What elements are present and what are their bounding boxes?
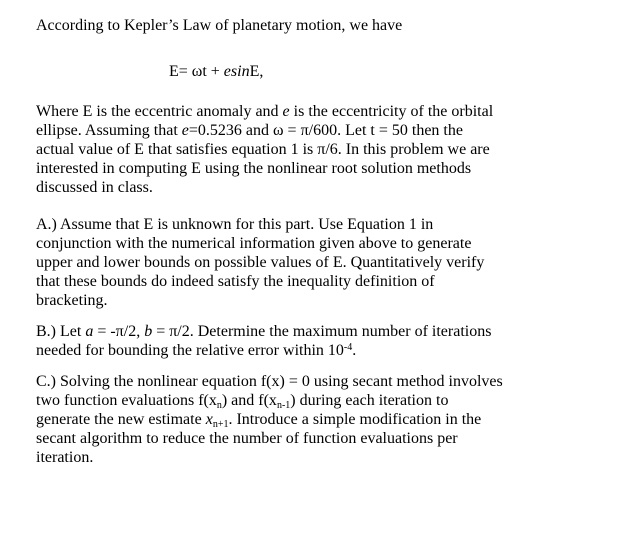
where-text: ellipse. Assuming that bbox=[36, 122, 182, 139]
where-line-5: discussed in class. bbox=[36, 179, 153, 196]
part-b-line-2 bbox=[36, 341, 596, 360]
equation-esin: esin bbox=[223, 63, 250, 80]
subscript: n bbox=[216, 400, 222, 411]
part-c-line-4: secant algorithm to reduce the number of function evaluations per bbox=[36, 430, 458, 447]
document-page bbox=[36, 16, 596, 467]
where-line-3: actual value of E that satisfies equation 1 is π/6. In this problem we are bbox=[36, 141, 490, 158]
part-c-line-2 bbox=[36, 391, 596, 410]
part-c-line-5: iteration. bbox=[36, 449, 94, 466]
part-c-text: ) and f(x bbox=[221, 392, 277, 409]
part-b bbox=[36, 322, 596, 360]
part-b-line-1 bbox=[36, 322, 596, 341]
part-b-text: . bbox=[352, 342, 357, 359]
variable-x: x bbox=[205, 411, 213, 428]
part-a-line: conjunction with the numerical information given above to generate bbox=[36, 235, 472, 252]
where-line-4: interested in computing E using the nonlinear root solution methods bbox=[36, 160, 472, 177]
variable-a: a bbox=[85, 323, 94, 340]
part-b-text: B.) Let bbox=[36, 323, 86, 340]
where-text: is the eccentricity of the orbital bbox=[289, 103, 494, 120]
part-b-text: = π/2. Determine the maximum number of iterations bbox=[152, 323, 492, 340]
part-a-line: bracketing. bbox=[36, 292, 108, 309]
variable-b: b bbox=[144, 323, 153, 340]
eccentricity-symbol: e bbox=[282, 103, 290, 120]
subscript: n-1 bbox=[276, 400, 291, 411]
part-b-text: = -π/2, bbox=[93, 323, 145, 340]
equation-lhs: E= bbox=[169, 63, 192, 80]
eccentricity-symbol: e bbox=[181, 122, 189, 139]
part-b-text: needed for bounding the relative error within 10 bbox=[36, 342, 344, 359]
part-c-text: generate the new estimate bbox=[36, 411, 206, 428]
part-c bbox=[36, 372, 596, 467]
part-c-line-3 bbox=[36, 410, 596, 429]
intro-text: According to Kepler’s Law of planetary motion, we have bbox=[36, 17, 403, 34]
where-text: =0.5236 and ω = π/600. Let t = 50 then the bbox=[188, 122, 463, 139]
equation-omega-t: ωt + bbox=[191, 63, 224, 80]
where-text: Where E is the eccentric anomaly and bbox=[36, 103, 283, 120]
part-c-text: two function evaluations f(x bbox=[36, 392, 217, 409]
where-paragraph bbox=[36, 102, 596, 197]
part-a-line: that these bounds do indeed satisfy the inequality definition of bbox=[36, 273, 435, 290]
exponent: -4 bbox=[343, 342, 353, 353]
part-c-text: ) during each iteration to bbox=[290, 392, 449, 409]
part-a bbox=[36, 215, 596, 310]
part-a-line: upper and lower bounds on possible values of E. Quantitatively verify bbox=[36, 254, 485, 271]
part-a-line: A.) Assume that E is unknown for this part. Use Equation 1 in bbox=[36, 216, 434, 233]
part-c-text: . Introduce a simple modification in the bbox=[228, 411, 482, 428]
part-c-line-1: C.) Solving the nonlinear equation f(x) = 0 using secant method involves bbox=[36, 373, 503, 390]
where-line-2 bbox=[36, 121, 596, 140]
where-line-1 bbox=[36, 102, 596, 121]
kepler-equation bbox=[169, 62, 596, 81]
equation-end: E, bbox=[249, 63, 264, 80]
subscript: n+1 bbox=[212, 419, 229, 430]
